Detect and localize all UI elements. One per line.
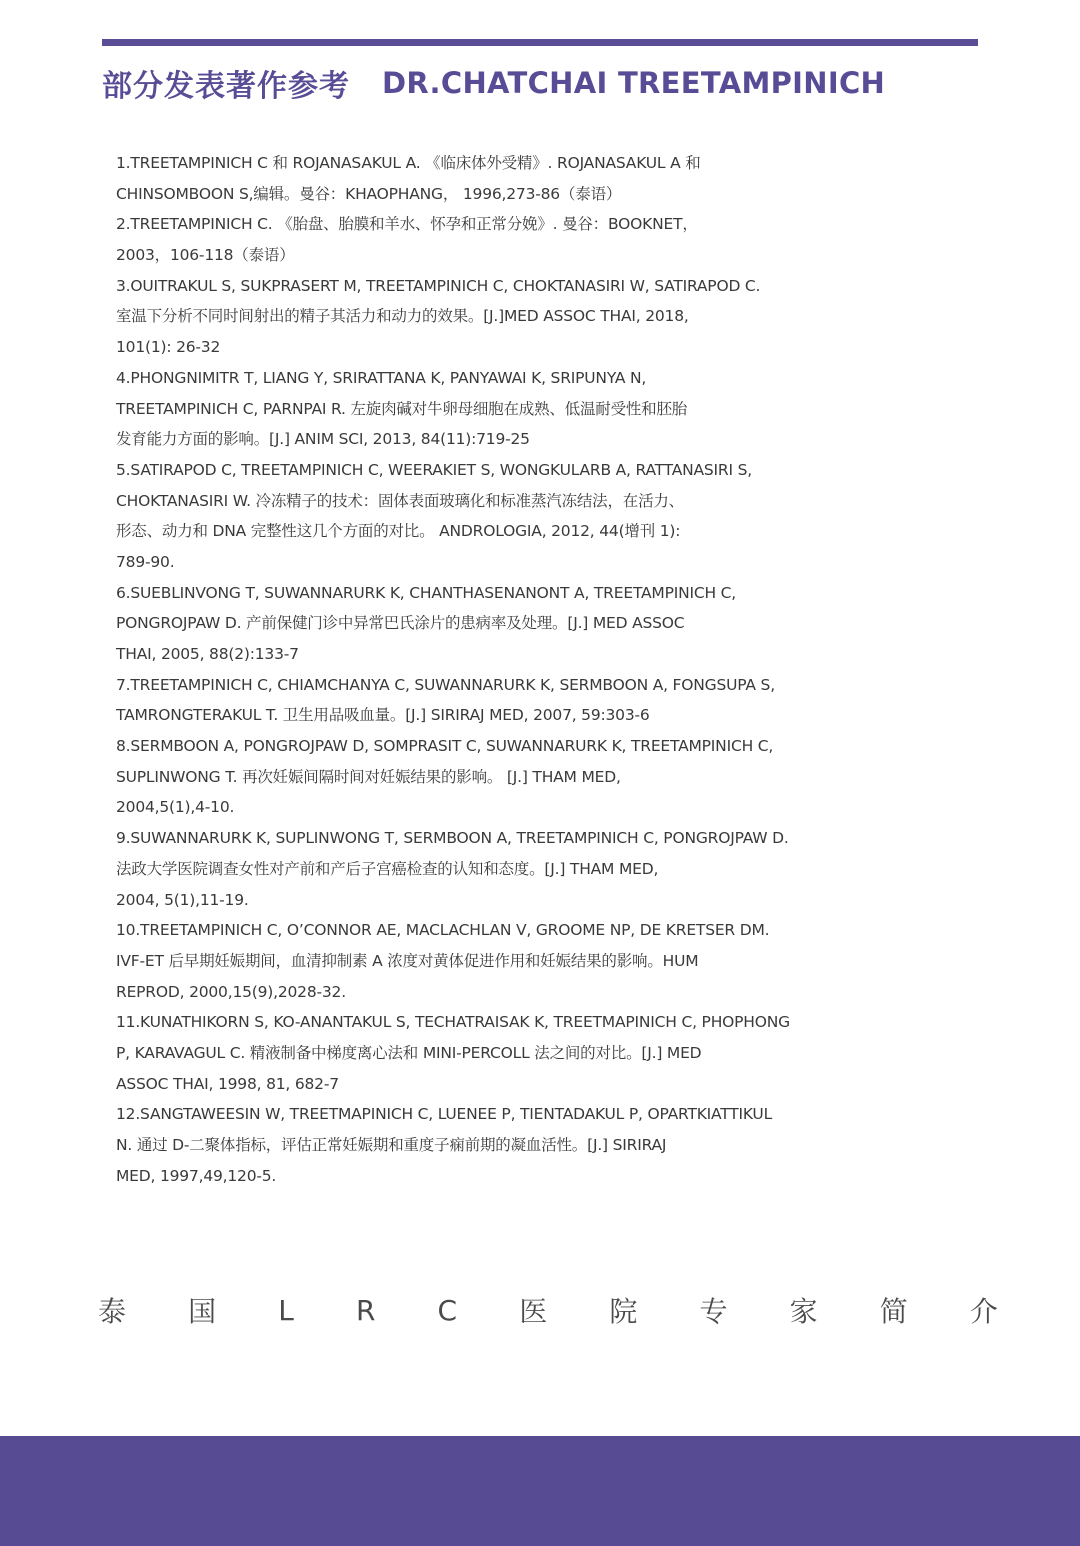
heading-title-cn: 部分发表著作参考: [102, 69, 350, 104]
reference-line: 发育能力方面的影响。[J.] ANIM SCI, 2013, 84(11):719-25: [116, 430, 530, 449]
footer-title-char: C: [437, 1293, 458, 1327]
reference-line: REPROD, 2000,15(9),2028-32.: [116, 982, 346, 1001]
footer-title-char: 介: [969, 1295, 998, 1328]
footer-title-char: L: [278, 1293, 294, 1327]
reference-line: 2004, 5(1),11-19.: [116, 890, 249, 909]
reference-item: [116, 578, 876, 670]
reference-line: 789-90.: [116, 552, 175, 571]
reference-line: 4.PHONGNIMITR T, LIANG Y, SRIRATTANA K, PANYAWAI K, SRIPUNYA N,: [116, 368, 647, 387]
footer-title-char: 国: [188, 1295, 217, 1328]
reference-line: 7.TREETAMPINICH C, CHIAMCHANYA C, SUWANNARURK K, SERMBOON A, FONGSUPA S,: [116, 675, 775, 694]
reference-list: [116, 148, 876, 1191]
reference-line: CHOKTANASIRI W. 冷冻精子的技术：固体表面玻璃化和标准蒸汽冻结法，在活力、: [116, 491, 684, 510]
reference-line: 8.SERMBOON A, PONGROJPAW D, SOMPRASIT C, SUWANNARURK K, TREETAMPINICH C,: [116, 737, 774, 756]
reference-line: 法政大学医院调查女性对产前和产后子宫癌检查的认知和态度。[J.] THAM MED,: [116, 859, 659, 878]
reference-line: SUPLINWONG T. 再次妊娠间隔时间对妊娠结果的影响。 [J.] THAM MED,: [116, 767, 621, 786]
reference-item: [116, 731, 876, 823]
reference-item: [116, 670, 876, 731]
footer-title-char: 专: [699, 1295, 728, 1328]
top-accent-rule: [102, 39, 978, 46]
reference-line: PONGROJPAW D. 产前保健门诊中异常巴氏涂片的患病率及处理。[J.] MED ASSOC: [116, 614, 685, 633]
reference-line: 9.SUWANNARURK K, SUPLINWONG T, SERMBOON A, TREETAMPINICH C, PONGROJPAW D.: [116, 829, 789, 848]
footer-title-char: 简: [879, 1295, 908, 1328]
reference-item: [116, 455, 876, 578]
reference-item: [116, 271, 876, 363]
bottom-color-band: [0, 1436, 1080, 1546]
reference-line: 2003，106-118（泰语）: [116, 246, 295, 265]
footer-title-char: 家: [789, 1295, 818, 1328]
footer-title: [98, 1288, 998, 1332]
reference-line: 室温下分析不同时间射出的精子其活力和动力的效果。[J.]MED ASSOC THAI, 2018,: [116, 307, 689, 326]
reference-line: 2004,5(1),4-10.: [116, 798, 235, 817]
footer-title-char: R: [355, 1293, 376, 1327]
footer-title-char: 院: [609, 1295, 638, 1328]
reference-line: 6.SUEBLINVONG T, SUWANNARURK K, CHANTHASENANONT A, TREETAMPINICH C,: [116, 583, 737, 602]
reference-line: N. 通过 D-二聚体指标，评估正常妊娠期和重度子痫前期的凝血活性。[J.] SIRIRAJ: [116, 1136, 667, 1154]
reference-line: 12.SANGTAWEESIN W, TREETMAPINICH C, LUENEE P, TIENTADAKUL P, OPARTKIATTIKUL: [116, 1105, 773, 1124]
reference-line: P, KARAVAGUL C. 精液制备中梯度离心法和 MINI-PERCOLL 法之间的对比。[J.] MED: [116, 1043, 702, 1062]
reference-line: THAI, 2005, 88(2):133-7: [116, 645, 299, 663]
heading-title-en: DR.CHATCHAI TREETAMPINICH: [382, 66, 886, 100]
reference-line: 5.SATIRAPOD C, TREETAMPINICH C, WEERAKIET S, WONGKULARB A, RATTANASIRI S,: [116, 460, 752, 479]
reference-line: CHINSOMBOON S,编辑。曼谷：KHAOPHANG， 1996,273-86（泰语）: [116, 184, 622, 203]
reference-line: 3.OUITRAKUL S, SUKPRASERT M, TREETAMPINICH C, CHOKTANASIRI W, SATIRAPOD C.: [116, 276, 761, 295]
reference-item: [116, 1007, 876, 1099]
reference-line: 10.TREETAMPINICH C, O’CONNOR AE, MACLACHLAN V, GROOME NP, DE KRETSER DM.: [116, 921, 770, 940]
reference-line: IVF-ET 后早期妊娠期间，血清抑制素 A 浓度对黄体促进作用和妊娠结果的影响。HUM: [116, 951, 699, 970]
reference-line: 11.KUNATHIKORN S, KO-ANANTAKUL S, TECHATRAISAK K, TREETMAPINICH C, PHOPHONG: [116, 1013, 790, 1032]
reference-item: [116, 1099, 876, 1191]
reference-item: [116, 915, 876, 1007]
reference-line: 形态、动力和 DNA 完整性这几个方面的对比。 ANDROLOGIA, 2012, 44(增刊 1):: [116, 522, 681, 541]
reference-item: [116, 209, 876, 270]
reference-item: [116, 148, 876, 209]
reference-line: TREETAMPINICH C, PARNPAI R. 左旋肉碱对牛卵母细胞在成熟、低温耐受性和胚胎: [116, 399, 688, 418]
reference-item: [116, 823, 876, 915]
page-heading: [102, 60, 885, 106]
footer-title-char: 泰: [98, 1295, 127, 1328]
reference-line: 2.TREETAMPINICH C. 《胎盘、胎膜和羊水、怀孕和正常分娩》. 曼谷：BOOKNET，: [116, 215, 698, 234]
reference-line: 1.TREETAMPINICH C 和 ROJANASAKUL A. 《临床体外受精》. ROJANASAKUL A 和: [116, 154, 701, 172]
reference-line: 101(1): 26-32: [116, 338, 221, 357]
reference-line: MED, 1997,49,120-5.: [116, 1166, 277, 1185]
reference-line: ASSOC THAI, 1998, 81, 682-7: [116, 1074, 339, 1093]
reference-line: TAMRONGTERAKUL T. 卫生用品吸血量。[J.] SIRIRAJ MED, 2007, 59:303-6: [116, 706, 650, 725]
footer-title-char: 医: [519, 1295, 548, 1328]
reference-item: [116, 363, 876, 455]
